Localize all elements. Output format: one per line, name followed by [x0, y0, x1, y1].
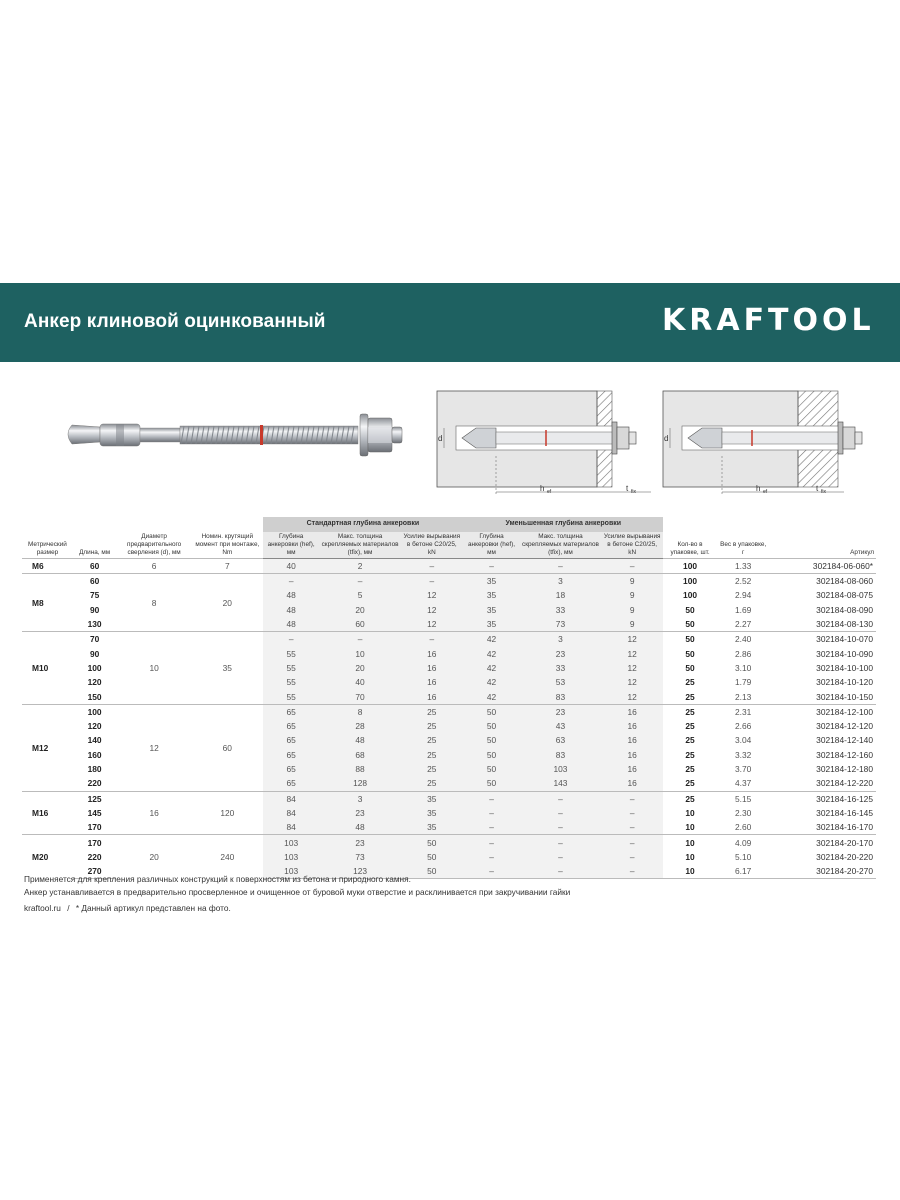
cell-weight: 1.33: [717, 558, 770, 573]
cell-red-thickness: 83: [520, 748, 601, 762]
cell-red-force: 12: [601, 689, 664, 704]
cell-std-thickness: 68: [320, 748, 401, 762]
cell-qty: 25: [663, 704, 716, 719]
size-group-m8: [22, 574, 876, 632]
cell-qty: 10: [685, 822, 695, 833]
cell-red-force: 16: [601, 733, 664, 747]
cell-length: 120: [87, 721, 102, 732]
cell-article: 302184-16-170: [816, 822, 873, 833]
cell-weight: 2.31: [717, 704, 770, 719]
cell-weight: 3.04: [735, 735, 752, 746]
cell-size: M6: [22, 558, 73, 573]
cell-drill: 20: [116, 835, 192, 879]
cell-length: 120: [87, 677, 102, 688]
cell-size: M10: [22, 632, 73, 704]
cell-length: 60: [73, 574, 116, 589]
cell-red-depth: 42: [463, 632, 520, 647]
cell-red-force: –: [601, 850, 664, 864]
cell-red-thickness: –: [520, 558, 601, 573]
header-red-depth: Глубина анкеровки (hef), мм: [463, 532, 520, 559]
cell-weight: 4.09: [717, 835, 770, 850]
cell-std-thickness: 123: [320, 864, 401, 879]
cell-red-depth: 42: [463, 675, 520, 689]
svg-text:ef: ef: [763, 489, 768, 495]
cell-std-depth: 48: [263, 603, 320, 617]
cell-weight: 2.60: [735, 822, 752, 833]
cell-article: 302184-12-120: [816, 721, 873, 732]
cell-weight: 4.37: [735, 778, 752, 789]
cell-std-thickness: 73: [320, 850, 401, 864]
cell-qty: 100: [663, 558, 716, 573]
cell-article: 302184-20-220: [816, 851, 873, 862]
cell-std-force: 25: [401, 748, 464, 762]
cell-length: 220: [87, 778, 102, 789]
separator: /: [67, 902, 70, 913]
notes: [24, 873, 570, 915]
cell-qty: 25: [663, 791, 716, 806]
cell-red-thickness: 53: [520, 675, 601, 689]
cell-std-thickness: 5: [320, 588, 401, 602]
cell-std-force: 16: [401, 689, 464, 704]
cell-std-depth: 55: [263, 675, 320, 689]
cell-std-force: 35: [401, 820, 464, 835]
cell-size: M20: [22, 835, 73, 879]
cell-length: 70: [73, 632, 116, 647]
header-size: Метрический размер: [28, 540, 67, 556]
cell-red-thickness: –: [520, 864, 601, 879]
cell-article: 302184-20-270: [770, 864, 876, 879]
cell-qty: 50: [685, 648, 695, 659]
cell-red-thickness: 3: [520, 574, 601, 589]
cell-qty: 25: [685, 721, 695, 732]
cell-length: 90: [89, 648, 100, 659]
cell-red-thickness: 18: [520, 588, 601, 602]
cell-red-depth: 35: [463, 574, 520, 589]
cell-length: 220: [87, 851, 102, 862]
cell-red-force: 12: [601, 647, 664, 661]
size-group-m6: [22, 558, 876, 573]
cell-length: 150: [87, 691, 102, 702]
svg-text:fix: fix: [631, 489, 636, 495]
cell-article: 302184-10-090: [816, 648, 873, 659]
cell-length: 60: [73, 558, 116, 573]
cell-red-force: –: [601, 791, 664, 806]
svg-text:fix: fix: [821, 489, 826, 495]
cell-std-force: 25: [401, 776, 464, 791]
cell-std-force: 12: [401, 588, 464, 602]
cell-red-force: –: [601, 820, 664, 835]
cell-red-force: 9: [601, 588, 664, 602]
cell-std-depth: 103: [263, 835, 320, 850]
cell-red-depth: –: [463, 558, 520, 573]
footnote: * Данный артикул представлен на фото.: [75, 902, 231, 913]
spec-table: [22, 517, 876, 879]
cell-std-thickness: 8: [320, 704, 401, 719]
cell-std-thickness: 88: [320, 762, 401, 776]
cell-red-force: 16: [601, 776, 664, 791]
cell-red-depth: –: [463, 864, 520, 879]
cell-length: 100: [87, 662, 102, 673]
cell-red-thickness: 23: [520, 704, 601, 719]
cell-red-force: 9: [601, 603, 664, 617]
cell-size: M12: [22, 704, 73, 791]
cell-article: 302184-12-100: [770, 704, 876, 719]
header-std-depth: Глубина анкеровки (hef), мм: [263, 532, 320, 559]
header-std-force: Усилие вырывания в бетоне C20/25, kN: [401, 532, 464, 559]
anchor-bolt-image: [60, 396, 420, 476]
cell-article: 302184-10-150: [816, 691, 873, 702]
svg-text:ef: ef: [547, 489, 552, 495]
cell-article: 302184-10-100: [816, 662, 873, 673]
cell-std-force: 16: [401, 661, 464, 675]
cell-length: 170: [73, 835, 116, 850]
cell-red-force: –: [601, 864, 664, 879]
cell-red-force: 9: [601, 617, 664, 632]
cell-red-depth: 50: [463, 748, 520, 762]
cell-std-thickness: –: [320, 574, 401, 589]
cell-std-thickness: 128: [320, 776, 401, 791]
cell-drill: 6: [116, 558, 192, 573]
cell-weight: 3.70: [735, 764, 752, 775]
cell-red-thickness: 63: [520, 733, 601, 747]
cell-std-thickness: 40: [320, 675, 401, 689]
header-standard-group: Стандартная глубина анкеровки: [263, 517, 463, 532]
cell-red-force: –: [601, 806, 664, 820]
table-row: [22, 558, 876, 573]
cell-weight: 6.17: [717, 864, 770, 879]
cell-std-depth: 65: [263, 776, 320, 791]
cell-weight: 5.15: [717, 791, 770, 806]
cell-weight: 2.30: [735, 807, 752, 818]
cell-qty: 25: [685, 778, 695, 789]
size-group-m16: [22, 791, 876, 835]
cell-red-thickness: –: [520, 820, 601, 835]
cell-red-depth: 35: [463, 617, 520, 632]
cell-std-depth: 55: [263, 661, 320, 675]
cell-red-thickness: –: [520, 835, 601, 850]
cell-weight: 2.27: [735, 619, 752, 630]
cell-red-depth: 50: [463, 719, 520, 733]
cell-std-force: 50: [401, 850, 464, 864]
cell-std-depth: 65: [263, 762, 320, 776]
cell-torque: 35: [192, 632, 263, 704]
cell-red-depth: 50: [463, 762, 520, 776]
header-std-thickness: Макс. толщина скрепляемых материалов (tfix), мм: [320, 532, 401, 559]
diagram-d-label: d: [438, 434, 443, 443]
cell-std-force: 16: [401, 675, 464, 689]
cell-weight: 1.79: [735, 677, 752, 688]
cell-std-depth: 48: [263, 588, 320, 602]
cell-weight: 2.40: [717, 632, 770, 647]
cell-qty: 50: [685, 619, 695, 630]
cell-length: 130: [87, 619, 102, 630]
cell-std-depth: 84: [263, 806, 320, 820]
cell-drill: 10: [116, 632, 192, 704]
cell-std-force: 16: [401, 647, 464, 661]
cell-weight: 2.66: [735, 721, 752, 732]
cell-red-thickness: –: [520, 850, 601, 864]
cell-red-thickness: 73: [520, 617, 601, 632]
cell-article: 302184-16-125: [770, 791, 876, 806]
cell-article: 302184-08-090: [816, 604, 873, 615]
cell-std-depth: 40: [263, 558, 320, 573]
cell-red-depth: 35: [463, 588, 520, 602]
cell-qty: 10: [685, 851, 695, 862]
cell-std-depth: –: [263, 574, 320, 589]
cell-std-force: 50: [401, 835, 464, 850]
cell-size: M16: [22, 791, 73, 835]
cell-red-depth: 35: [463, 603, 520, 617]
cell-article: 302184-12-160: [816, 749, 873, 760]
cell-length: 140: [87, 735, 102, 746]
cell-red-thickness: –: [520, 806, 601, 820]
brand-logo: KRAFTOOL: [662, 303, 875, 338]
cell-std-depth: 48: [263, 617, 320, 632]
cell-std-thickness: 23: [320, 835, 401, 850]
cell-length: 160: [87, 749, 102, 760]
cell-std-thickness: 20: [320, 661, 401, 675]
cell-qty: 10: [685, 807, 695, 818]
cell-weight: 2.52: [717, 574, 770, 589]
cell-red-depth: –: [463, 850, 520, 864]
cell-red-thickness: 3: [520, 632, 601, 647]
table-row: [22, 704, 876, 719]
cell-qty: 50: [685, 604, 695, 615]
cell-red-thickness: 23: [520, 647, 601, 661]
cell-std-force: 25: [401, 704, 464, 719]
cell-std-force: 25: [401, 762, 464, 776]
cell-std-thickness: 2: [320, 558, 401, 573]
cell-red-depth: 42: [463, 689, 520, 704]
cell-article: 302184-06-060*: [770, 558, 876, 573]
diagram-hef-label: h: [540, 484, 545, 493]
cell-red-depth: –: [463, 835, 520, 850]
cell-article: 302184-10-120: [816, 677, 873, 688]
cell-std-force: 50: [401, 864, 464, 879]
cell-article: 302184-08-075: [816, 590, 873, 601]
cell-article: 302184-20-170: [770, 835, 876, 850]
cell-std-force: 25: [401, 719, 464, 733]
cell-qty: 25: [685, 735, 695, 746]
cell-torque: 120: [192, 791, 263, 835]
cell-red-thickness: 33: [520, 661, 601, 675]
cell-std-depth: 84: [263, 791, 320, 806]
cell-length: 125: [73, 791, 116, 806]
cell-red-thickness: 103: [520, 762, 601, 776]
diagram-tfix-label: t: [626, 484, 629, 493]
cell-weight: 3.32: [735, 749, 752, 760]
cell-article: 302184-10-070: [770, 632, 876, 647]
cell-torque: 20: [192, 574, 263, 632]
cell-red-depth: 50: [463, 776, 520, 791]
cell-weight: 2.94: [735, 590, 752, 601]
installation-diagram-reduced: [662, 390, 877, 500]
installation-diagram-standard: [436, 390, 651, 500]
cell-length: 170: [87, 822, 102, 833]
cell-std-thickness: 20: [320, 603, 401, 617]
cell-std-thickness: 70: [320, 689, 401, 704]
cell-red-force: 16: [601, 762, 664, 776]
cell-std-thickness: 23: [320, 806, 401, 820]
cell-drill: 12: [116, 704, 192, 791]
cell-red-depth: 50: [463, 704, 520, 719]
table-row: [22, 791, 876, 806]
cell-std-depth: 103: [263, 850, 320, 864]
cell-std-thickness: 48: [320, 820, 401, 835]
note-installation: Анкер устанавливается в предварительно просверленное и очищенное от буровой муки отверстие и расклинивается при закручивании гайки: [24, 886, 571, 897]
cell-red-force: 12: [601, 661, 664, 675]
cell-red-force: 16: [601, 748, 664, 762]
cell-red-force: –: [601, 835, 664, 850]
cell-std-force: 12: [401, 617, 464, 632]
cell-std-thickness: 10: [320, 647, 401, 661]
cell-red-force: 16: [601, 719, 664, 733]
cell-std-force: 25: [401, 733, 464, 747]
cell-weight: 1.69: [735, 604, 752, 615]
cell-std-depth: 84: [263, 820, 320, 835]
cell-red-thickness: 43: [520, 719, 601, 733]
diagram-tfix-label: t: [816, 484, 819, 493]
cell-std-force: –: [401, 558, 464, 573]
cell-red-depth: –: [463, 791, 520, 806]
cell-red-thickness: 33: [520, 603, 601, 617]
header-article: Артикул: [850, 548, 874, 556]
cell-std-force: –: [401, 632, 464, 647]
cell-torque: 7: [192, 558, 263, 573]
header-reduced-group: Уменьшенная глубина анкеровки: [463, 517, 663, 532]
website-link[interactable]: kraftool.ru: [24, 902, 61, 913]
cell-std-depth: –: [263, 632, 320, 647]
diagram-hef-label: h: [756, 484, 761, 493]
cell-std-depth: 65: [263, 748, 320, 762]
cell-article: 302184-08-130: [816, 619, 873, 630]
cell-red-force: 12: [601, 632, 664, 647]
cell-std-depth: 55: [263, 689, 320, 704]
cell-red-depth: 42: [463, 647, 520, 661]
page-title: Анкер клиновой оцинкованный: [24, 311, 326, 332]
table-row: [22, 632, 876, 647]
cell-weight: 2.13: [735, 691, 752, 702]
cell-red-force: –: [601, 558, 664, 573]
cell-article: 302184-12-180: [816, 764, 873, 775]
cell-article: 302184-12-220: [816, 778, 873, 789]
cell-article: 302184-08-060: [770, 574, 876, 589]
note-usage: Применяется для крепления различных конструкций к поверхностям из бетона и природного камня.: [24, 874, 411, 884]
cell-red-depth: –: [463, 820, 520, 835]
cell-red-thickness: 83: [520, 689, 601, 704]
cell-red-force: 9: [601, 574, 664, 589]
cell-length: 75: [89, 590, 100, 601]
cell-std-force: 35: [401, 791, 464, 806]
cell-qty: 25: [685, 749, 695, 760]
header-drill: Диаметр предварительного сверления (d), мм: [127, 532, 182, 556]
cell-std-thickness: 48: [320, 733, 401, 747]
cell-red-depth: 50: [463, 733, 520, 747]
cell-std-depth: 103: [263, 864, 320, 879]
size-group-m12: [22, 704, 876, 791]
cell-std-thickness: 60: [320, 617, 401, 632]
cell-size: M8: [22, 574, 73, 632]
cell-std-force: 35: [401, 806, 464, 820]
cell-std-force: 12: [401, 603, 464, 617]
cell-weight: 5.10: [735, 851, 752, 862]
header-qty: Кол-во в упаковке, шт.: [670, 540, 710, 556]
header-length: Длина, мм: [79, 548, 111, 556]
cell-qty: 50: [685, 662, 695, 673]
cell-qty: 25: [685, 691, 695, 702]
cell-weight: 2.86: [735, 648, 752, 659]
header-banner: [0, 283, 900, 362]
cell-drill: 16: [116, 791, 192, 835]
cell-torque: 240: [192, 835, 263, 879]
cell-red-force: 12: [601, 675, 664, 689]
cell-std-depth: 65: [263, 733, 320, 747]
cell-torque: 60: [192, 704, 263, 791]
cell-std-force: –: [401, 574, 464, 589]
cell-length: 270: [73, 864, 116, 879]
table-row: [22, 574, 876, 589]
cell-weight: 3.10: [735, 662, 752, 673]
cell-length: 145: [87, 807, 102, 818]
cell-article: 302184-16-145: [816, 807, 873, 818]
cell-length: 180: [87, 764, 102, 775]
cell-qty: 50: [663, 632, 716, 647]
cell-qty: 10: [663, 835, 716, 850]
cell-qty: 25: [685, 764, 695, 775]
cell-red-force: 16: [601, 704, 664, 719]
cell-std-depth: 65: [263, 704, 320, 719]
cell-length: 100: [73, 704, 116, 719]
cell-red-thickness: –: [520, 791, 601, 806]
table-row: [22, 835, 876, 850]
cell-red-thickness: 143: [520, 776, 601, 791]
cell-std-thickness: –: [320, 632, 401, 647]
cell-qty: 25: [685, 677, 695, 688]
cell-article: 302184-12-140: [816, 735, 873, 746]
header-torque: Номин. крутящий момент при монтаже, Nm: [195, 532, 260, 556]
cell-std-thickness: 28: [320, 719, 401, 733]
cell-std-depth: 55: [263, 647, 320, 661]
cell-drill: 8: [116, 574, 192, 632]
cell-red-depth: 42: [463, 661, 520, 675]
diagram-d-label: d: [664, 434, 669, 443]
cell-std-thickness: 3: [320, 791, 401, 806]
cell-qty: 100: [683, 590, 698, 601]
cell-qty: 100: [663, 574, 716, 589]
header-red-force: Усилие вырывания в бетоне C20/25, kN: [601, 532, 664, 559]
cell-length: 90: [89, 604, 100, 615]
cell-red-depth: –: [463, 806, 520, 820]
header-weight: Вес в упаковке, г: [720, 540, 767, 556]
cell-std-depth: 65: [263, 719, 320, 733]
header-red-thickness: Макс. толщина скрепляемых материалов (tfix), мм: [520, 532, 601, 559]
size-group-m10: [22, 632, 876, 704]
cell-qty: 10: [663, 864, 716, 879]
